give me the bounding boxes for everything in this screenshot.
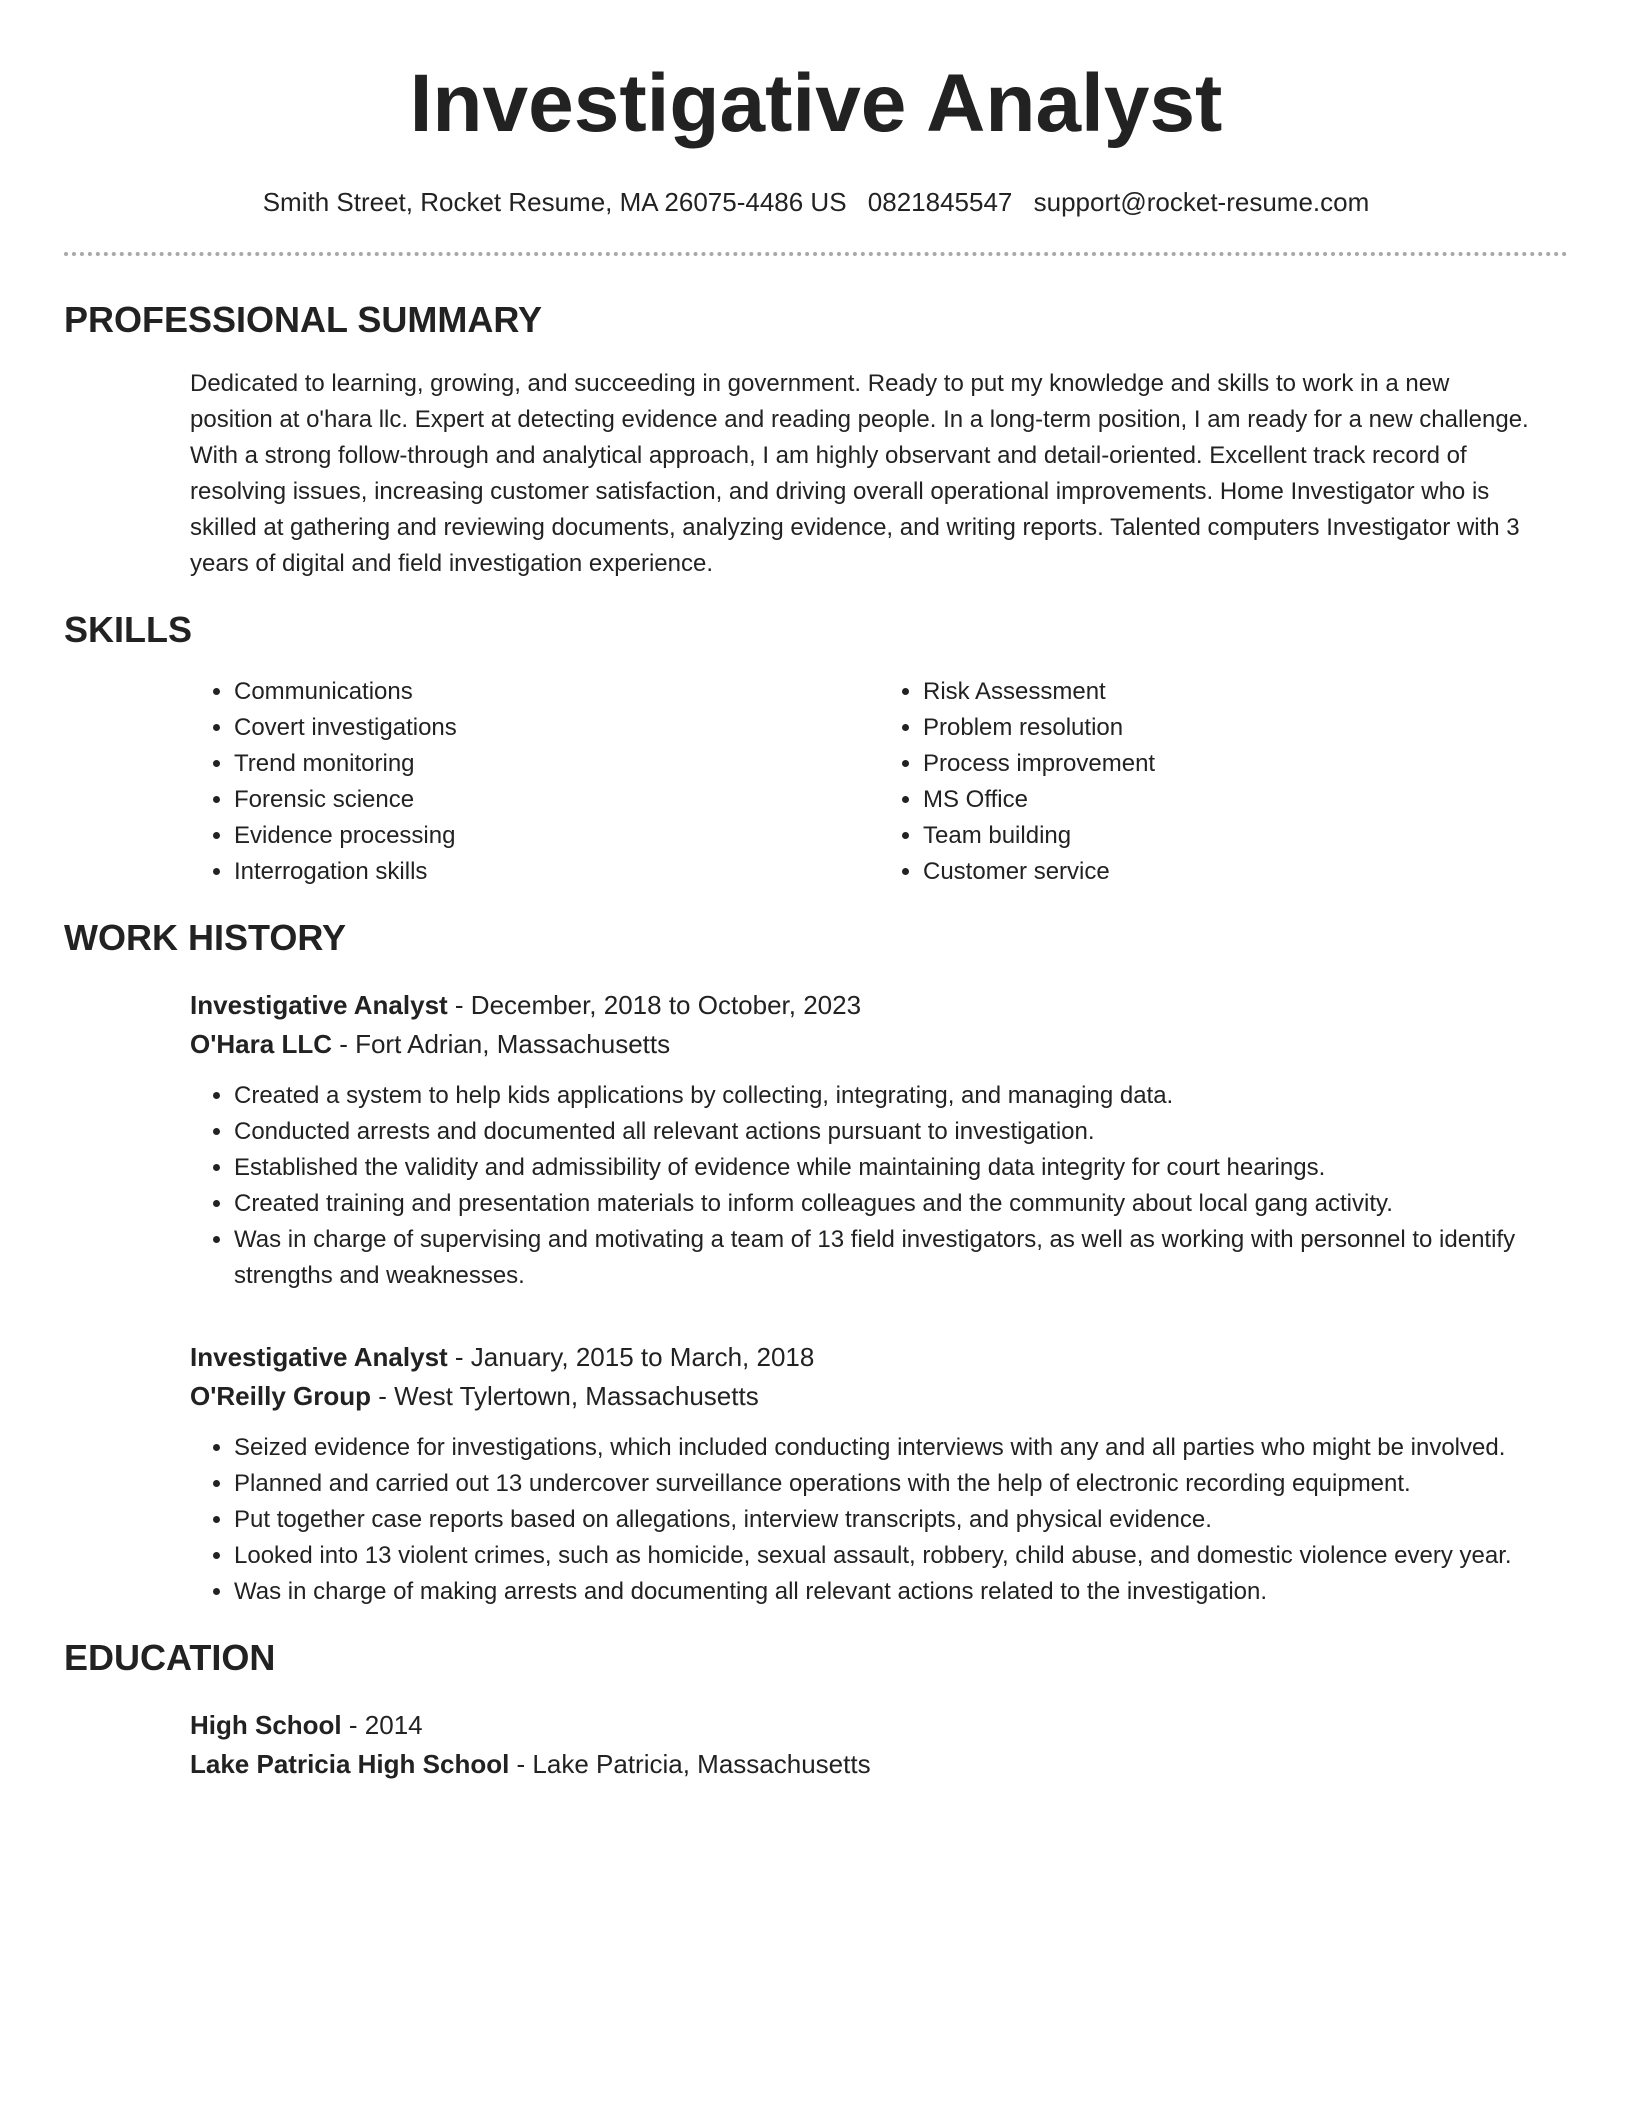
- school-line: [190, 1745, 1568, 1784]
- job-dates: - January, 2015 to March, 2018: [447, 1342, 815, 1372]
- skills-section: [64, 674, 1568, 890]
- job-company-line: [190, 1025, 1568, 1064]
- skills-list-left: [190, 674, 879, 890]
- job-duty: • Was in charge of making arrests and documenting all relevant actions related to the investigation.: [234, 1574, 1568, 1610]
- job-duty: • Planned and carried out 13 undercover surveillance operations with the help of electronic recording equipment.: [234, 1466, 1568, 1502]
- job-duty: • Established the validity and admissibility of evidence while maintaining data integrity for court hearings.: [234, 1150, 1568, 1186]
- skill-item: • Process improvement: [923, 746, 1568, 782]
- email-address: support@rocket-resume.com: [1033, 187, 1370, 217]
- job-duty: • Put together case reports based on allegations, interview transcripts, and physical evidence.: [234, 1502, 1568, 1538]
- skill-item: • Covert investigations: [234, 710, 879, 746]
- job-location: - Fort Adrian, Massachusetts: [331, 1029, 671, 1059]
- education-entry: [190, 1706, 1568, 1784]
- job-entry: [190, 1338, 1568, 1610]
- skill-item: • MS Office: [923, 782, 1568, 818]
- skill-item: • Forensic science: [234, 782, 879, 818]
- contact-line: [64, 186, 1568, 218]
- skill-item: • Problem resolution: [923, 710, 1568, 746]
- degree-line: [190, 1706, 1568, 1745]
- job-duties-list: [190, 1078, 1568, 1294]
- address: Smith Street, Rocket Resume, MA 26075-4486 US: [262, 187, 847, 217]
- skill-item: • Evidence processing: [234, 818, 879, 854]
- skill-item: • Interrogation skills: [234, 854, 879, 890]
- job-duty: • Looked into 13 violent crimes, such as homicide, sexual assault, robbery, child abuse, and domestic violence every year.: [234, 1538, 1568, 1574]
- job-duty: • Created training and presentation materials to inform colleagues and the community about local gang activity.: [234, 1186, 1568, 1222]
- job-duty: • Created a system to help kids applications by collecting, integrating, and managing data.: [234, 1078, 1568, 1114]
- job-dates: - December, 2018 to October, 2023: [447, 990, 862, 1020]
- header-divider: [64, 252, 1568, 256]
- skill-item: • Team building: [923, 818, 1568, 854]
- resume-header: [64, 0, 1568, 256]
- graduation-year: - 2014: [341, 1710, 423, 1740]
- job-duties-list: [190, 1430, 1568, 1610]
- skill-item: • Customer service: [923, 854, 1568, 890]
- job-title-line: [190, 1338, 1568, 1377]
- job-duty: • Conducted arrests and documented all relevant actions pursuant to investigation.: [234, 1114, 1568, 1150]
- education-section: [64, 1706, 1568, 1784]
- school-location: - Lake Patricia, Massachusetts: [509, 1749, 871, 1779]
- phone-number: 0821845547: [867, 187, 1013, 217]
- job-company: O'Reilly Group: [190, 1381, 371, 1411]
- job-duty: • Was in charge of supervising and motivating a team of 13 field investigators, as well as working with personnel to identify strengths and weaknesses.: [234, 1222, 1568, 1294]
- summary-text: Dedicated to learning, growing, and succeeding in government. Ready to put my knowledge and skills to work in a new position at o'hara llc. Expert at detecting evidence and reading people. In a long-term position, I am ready for a new challenge. With a strong follow-through and analytical approach, I am highly observant and detail-oriented. Excellent track record of resolving issues, increasing customer satisfaction, and driving overall operational improvements. Home Investigator who is skilled at gathering and reviewing documents, analyzing evidence, and writing reports. Talented computers Investigator with 3 years of digital and field investigation experience.: [190, 370, 1529, 577]
- summary-section: [64, 366, 1568, 582]
- job-entry: [190, 986, 1568, 1294]
- job-duty: • Seized evidence for investigations, which included conducting interviews with any and all parties who might be involved.: [234, 1430, 1568, 1466]
- work-history-heading: WORK HISTORY: [64, 917, 347, 958]
- skills-columns: [190, 674, 1568, 890]
- job-title-line: [190, 986, 1568, 1025]
- job-role: Investigative Analyst: [190, 990, 448, 1020]
- job-company: O'Hara LLC: [190, 1029, 332, 1059]
- skill-item: • Communications: [234, 674, 879, 710]
- degree: High School: [190, 1710, 342, 1740]
- work-history-section: [64, 986, 1568, 1610]
- job-role: Investigative Analyst: [190, 1342, 448, 1372]
- education-heading: EDUCATION: [64, 1637, 276, 1678]
- skills-heading: SKILLS: [64, 609, 193, 650]
- skill-item: • Risk Assessment: [923, 674, 1568, 710]
- candidate-name: Investigative Analyst: [409, 58, 1223, 149]
- skills-list-right: [879, 674, 1568, 890]
- job-company-line: [190, 1377, 1568, 1416]
- job-location: - West Tylertown, Massachusetts: [370, 1381, 759, 1411]
- school-name: Lake Patricia High School: [190, 1749, 510, 1779]
- skill-item: • Trend monitoring: [234, 746, 879, 782]
- summary-heading: PROFESSIONAL SUMMARY: [64, 299, 543, 340]
